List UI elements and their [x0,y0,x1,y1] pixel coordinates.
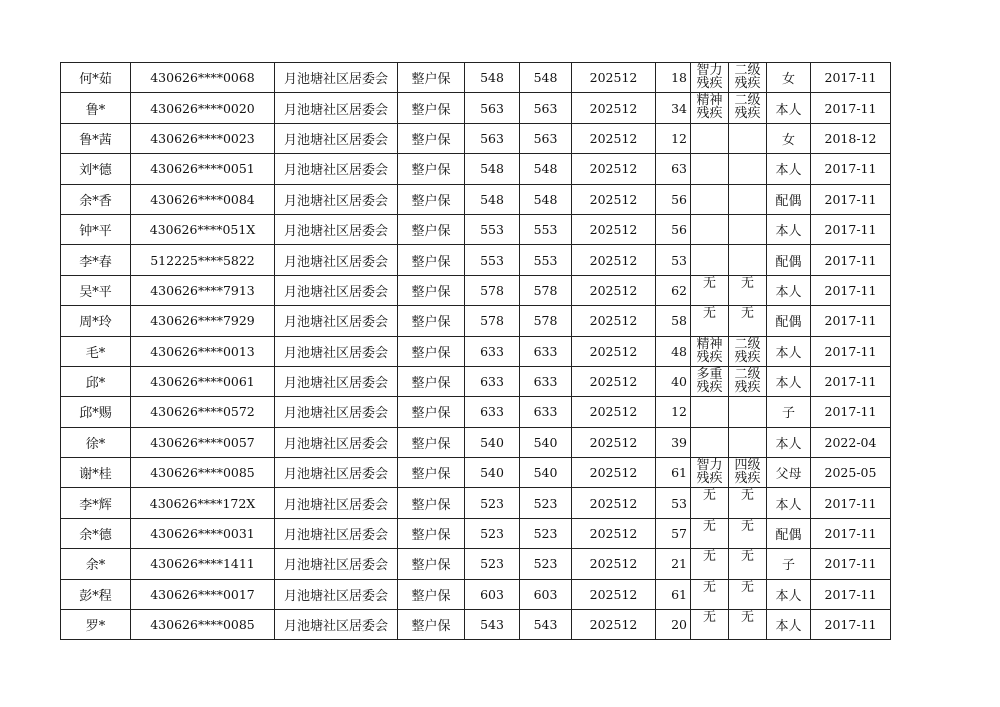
name-cell: 罗* [61,610,131,640]
community-cell: 月池塘社区居委会 [275,427,398,457]
disability-type-cell [691,184,729,214]
name-cell: 李*辉 [61,488,131,518]
disability-type-cell: 无 [691,610,729,640]
disability-level-cell: 无 [729,549,767,579]
disability-level-cell: 二级残疾 [729,63,767,93]
relation-cell: 本人 [767,427,811,457]
community-cell: 月池塘社区居委会 [275,458,398,488]
name-cell: 余* [61,549,131,579]
type-cell: 整户保 [398,518,465,548]
beneficiary-table [60,62,891,640]
disability-type-cell: 无 [691,275,729,305]
standard-cell: 548 [520,184,572,214]
disability-type-cell: 多重残疾 [691,366,729,396]
community-cell: 月池塘社区居委会 [275,93,398,123]
disability-level-cell: 二级残疾 [729,336,767,366]
start-date-cell: 2017-11 [811,93,891,123]
age-cell: 61 [656,458,691,488]
amount-cell: 563 [465,123,520,153]
period-cell: 202512 [572,336,656,366]
disability-level-cell: 无 [729,579,767,609]
name-cell: 李*春 [61,245,131,275]
table-row [61,306,891,336]
type-cell: 整户保 [398,184,465,214]
period-cell: 202512 [572,427,656,457]
id-number-cell: 430626****051X [131,214,275,244]
type-cell: 整户保 [398,549,465,579]
amount-cell: 523 [465,488,520,518]
standard-cell: 548 [520,154,572,184]
standard-cell: 578 [520,306,572,336]
standard-cell: 523 [520,518,572,548]
relation-cell: 本人 [767,366,811,396]
relation-cell: 本人 [767,214,811,244]
standard-cell: 553 [520,214,572,244]
period-cell: 202512 [572,579,656,609]
id-number-cell: 430626****7913 [131,275,275,305]
table-row [61,518,891,548]
type-cell: 整户保 [398,275,465,305]
start-date-cell: 2017-11 [811,397,891,427]
disability-type-cell: 无 [691,549,729,579]
community-cell: 月池塘社区居委会 [275,397,398,427]
name-cell: 鲁*茜 [61,123,131,153]
table-body [61,63,891,640]
start-date-cell: 2017-11 [811,275,891,305]
relation-cell: 配偶 [767,518,811,548]
relation-cell: 父母 [767,458,811,488]
amount-cell: 578 [465,306,520,336]
disability-type-cell: 智力残疾 [691,458,729,488]
standard-cell: 633 [520,336,572,366]
period-cell: 202512 [572,306,656,336]
id-number-cell: 430626****0017 [131,579,275,609]
type-cell: 整户保 [398,214,465,244]
type-cell: 整户保 [398,488,465,518]
id-number-cell: 430626****0572 [131,397,275,427]
start-date-cell: 2017-11 [811,366,891,396]
disability-level-cell: 无 [729,306,767,336]
disability-type-cell: 精神残疾 [691,336,729,366]
disability-level-cell [729,123,767,153]
disability-level-cell: 二级残疾 [729,93,767,123]
type-cell: 整户保 [398,154,465,184]
age-cell: 21 [656,549,691,579]
disability-level-cell: 无 [729,488,767,518]
start-date-cell: 2017-11 [811,63,891,93]
relation-cell: 本人 [767,336,811,366]
period-cell: 202512 [572,184,656,214]
period-cell: 202512 [572,397,656,427]
relation-cell: 本人 [767,154,811,184]
type-cell: 整户保 [398,245,465,275]
age-cell: 56 [656,184,691,214]
disability-level-cell [729,154,767,184]
start-date-cell: 2017-11 [811,306,891,336]
disability-type-cell: 智力残疾 [691,63,729,93]
table-row [61,336,891,366]
name-cell: 鲁* [61,93,131,123]
community-cell: 月池塘社区居委会 [275,184,398,214]
disability-type-cell: 无 [691,518,729,548]
amount-cell: 523 [465,549,520,579]
period-cell: 202512 [572,245,656,275]
id-number-cell: 430626****0068 [131,63,275,93]
id-number-cell: 430626****0085 [131,610,275,640]
amount-cell: 563 [465,93,520,123]
period-cell: 202512 [572,93,656,123]
name-cell: 徐* [61,427,131,457]
relation-cell: 本人 [767,610,811,640]
id-number-cell: 430626****7929 [131,306,275,336]
period-cell: 202512 [572,549,656,579]
start-date-cell: 2017-11 [811,245,891,275]
standard-cell: 543 [520,610,572,640]
standard-cell: 553 [520,245,572,275]
table-row [61,366,891,396]
name-cell: 吴*平 [61,275,131,305]
standard-cell: 563 [520,93,572,123]
name-cell: 刘*德 [61,154,131,184]
table-row [61,214,891,244]
community-cell: 月池塘社区居委会 [275,610,398,640]
id-number-cell: 430626****0020 [131,93,275,123]
standard-cell: 603 [520,579,572,609]
type-cell: 整户保 [398,458,465,488]
community-cell: 月池塘社区居委会 [275,518,398,548]
amount-cell: 540 [465,458,520,488]
standard-cell: 540 [520,427,572,457]
standard-cell: 578 [520,275,572,305]
amount-cell: 553 [465,214,520,244]
table-row [61,93,891,123]
period-cell: 202512 [572,610,656,640]
type-cell: 整户保 [398,427,465,457]
community-cell: 月池塘社区居委会 [275,488,398,518]
disability-type-cell: 无 [691,306,729,336]
type-cell: 整户保 [398,93,465,123]
period-cell: 202512 [572,123,656,153]
id-number-cell: 430626****0057 [131,427,275,457]
relation-cell: 女 [767,63,811,93]
disability-type-cell: 精神残疾 [691,93,729,123]
type-cell: 整户保 [398,123,465,153]
table-row [61,245,891,275]
community-cell: 月池塘社区居委会 [275,336,398,366]
start-date-cell: 2017-11 [811,610,891,640]
disability-type-cell [691,427,729,457]
relation-cell: 子 [767,397,811,427]
age-cell: 12 [656,397,691,427]
start-date-cell: 2025-05 [811,458,891,488]
period-cell: 202512 [572,63,656,93]
type-cell: 整户保 [398,610,465,640]
table-row [61,427,891,457]
relation-cell: 本人 [767,275,811,305]
standard-cell: 563 [520,123,572,153]
age-cell: 18 [656,63,691,93]
relation-cell: 本人 [767,488,811,518]
type-cell: 整户保 [398,336,465,366]
table-row [61,154,891,184]
amount-cell: 633 [465,336,520,366]
relation-cell: 本人 [767,93,811,123]
id-number-cell: 430626****0023 [131,123,275,153]
id-number-cell: 430626****0084 [131,184,275,214]
name-cell: 何*茹 [61,63,131,93]
disability-level-cell: 无 [729,610,767,640]
id-number-cell: 430626****0085 [131,458,275,488]
disability-type-cell [691,214,729,244]
standard-cell: 633 [520,366,572,396]
standard-cell: 548 [520,63,572,93]
disability-level-cell [729,397,767,427]
period-cell: 202512 [572,214,656,244]
amount-cell: 603 [465,579,520,609]
period-cell: 202512 [572,458,656,488]
standard-cell: 523 [520,488,572,518]
type-cell: 整户保 [398,63,465,93]
age-cell: 53 [656,245,691,275]
start-date-cell: 2017-11 [811,336,891,366]
name-cell: 毛* [61,336,131,366]
amount-cell: 548 [465,184,520,214]
age-cell: 58 [656,306,691,336]
amount-cell: 553 [465,245,520,275]
table-row [61,458,891,488]
disability-type-cell: 无 [691,579,729,609]
disability-type-cell [691,245,729,275]
start-date-cell: 2017-11 [811,214,891,244]
amount-cell: 523 [465,518,520,548]
disability-level-cell [729,214,767,244]
disability-type-cell [691,154,729,184]
community-cell: 月池塘社区居委会 [275,245,398,275]
age-cell: 57 [656,518,691,548]
type-cell: 整户保 [398,397,465,427]
start-date-cell: 2017-11 [811,549,891,579]
start-date-cell: 2017-11 [811,184,891,214]
table-row [61,549,891,579]
amount-cell: 578 [465,275,520,305]
community-cell: 月池塘社区居委会 [275,214,398,244]
name-cell: 周*玲 [61,306,131,336]
table-row [61,397,891,427]
table-row [61,488,891,518]
type-cell: 整户保 [398,366,465,396]
disability-level-cell: 二级残疾 [729,366,767,396]
community-cell: 月池塘社区居委会 [275,123,398,153]
id-number-cell: 430626****0051 [131,154,275,184]
age-cell: 40 [656,366,691,396]
age-cell: 63 [656,154,691,184]
community-cell: 月池塘社区居委会 [275,275,398,305]
standard-cell: 523 [520,549,572,579]
period-cell: 202512 [572,366,656,396]
disability-level-cell [729,245,767,275]
age-cell: 62 [656,275,691,305]
community-cell: 月池塘社区居委会 [275,306,398,336]
relation-cell: 配偶 [767,306,811,336]
period-cell: 202512 [572,488,656,518]
name-cell: 邱*赐 [61,397,131,427]
start-date-cell: 2017-11 [811,154,891,184]
age-cell: 34 [656,93,691,123]
disability-level-cell: 四级残疾 [729,458,767,488]
id-number-cell: 430626****172X [131,488,275,518]
start-date-cell: 2017-11 [811,518,891,548]
disability-type-cell: 无 [691,488,729,518]
period-cell: 202512 [572,154,656,184]
age-cell: 61 [656,579,691,609]
id-number-cell: 430626****0061 [131,366,275,396]
standard-cell: 540 [520,458,572,488]
table-row [61,184,891,214]
id-number-cell: 512225****5822 [131,245,275,275]
name-cell: 余*德 [61,518,131,548]
table-row [61,275,891,305]
community-cell: 月池塘社区居委会 [275,63,398,93]
age-cell: 12 [656,123,691,153]
type-cell: 整户保 [398,579,465,609]
disability-level-cell: 无 [729,518,767,548]
amount-cell: 540 [465,427,520,457]
start-date-cell: 2018-12 [811,123,891,153]
period-cell: 202512 [572,275,656,305]
start-date-cell: 2022-04 [811,427,891,457]
amount-cell: 633 [465,366,520,396]
amount-cell: 633 [465,397,520,427]
amount-cell: 543 [465,610,520,640]
community-cell: 月池塘社区居委会 [275,579,398,609]
age-cell: 53 [656,488,691,518]
disability-type-cell [691,397,729,427]
relation-cell: 配偶 [767,245,811,275]
name-cell: 谢*桂 [61,458,131,488]
name-cell: 余*香 [61,184,131,214]
age-cell: 20 [656,610,691,640]
id-number-cell: 430626****0031 [131,518,275,548]
age-cell: 48 [656,336,691,366]
amount-cell: 548 [465,154,520,184]
disability-level-cell: 无 [729,275,767,305]
amount-cell: 548 [465,63,520,93]
name-cell: 彭*程 [61,579,131,609]
disability-level-cell [729,427,767,457]
table-row [61,63,891,93]
community-cell: 月池塘社区居委会 [275,549,398,579]
id-number-cell: 430626****0013 [131,336,275,366]
name-cell: 钟*平 [61,214,131,244]
relation-cell: 子 [767,549,811,579]
community-cell: 月池塘社区居委会 [275,154,398,184]
name-cell: 邱* [61,366,131,396]
relation-cell: 配偶 [767,184,811,214]
relation-cell: 女 [767,123,811,153]
period-cell: 202512 [572,518,656,548]
age-cell: 56 [656,214,691,244]
age-cell: 39 [656,427,691,457]
id-number-cell: 430626****1411 [131,549,275,579]
disability-type-cell [691,123,729,153]
standard-cell: 633 [520,397,572,427]
disability-level-cell [729,184,767,214]
table-row [61,610,891,640]
relation-cell: 本人 [767,579,811,609]
table-row [61,123,891,153]
table-row [61,579,891,609]
start-date-cell: 2017-11 [811,488,891,518]
start-date-cell: 2017-11 [811,579,891,609]
community-cell: 月池塘社区居委会 [275,366,398,396]
type-cell: 整户保 [398,306,465,336]
